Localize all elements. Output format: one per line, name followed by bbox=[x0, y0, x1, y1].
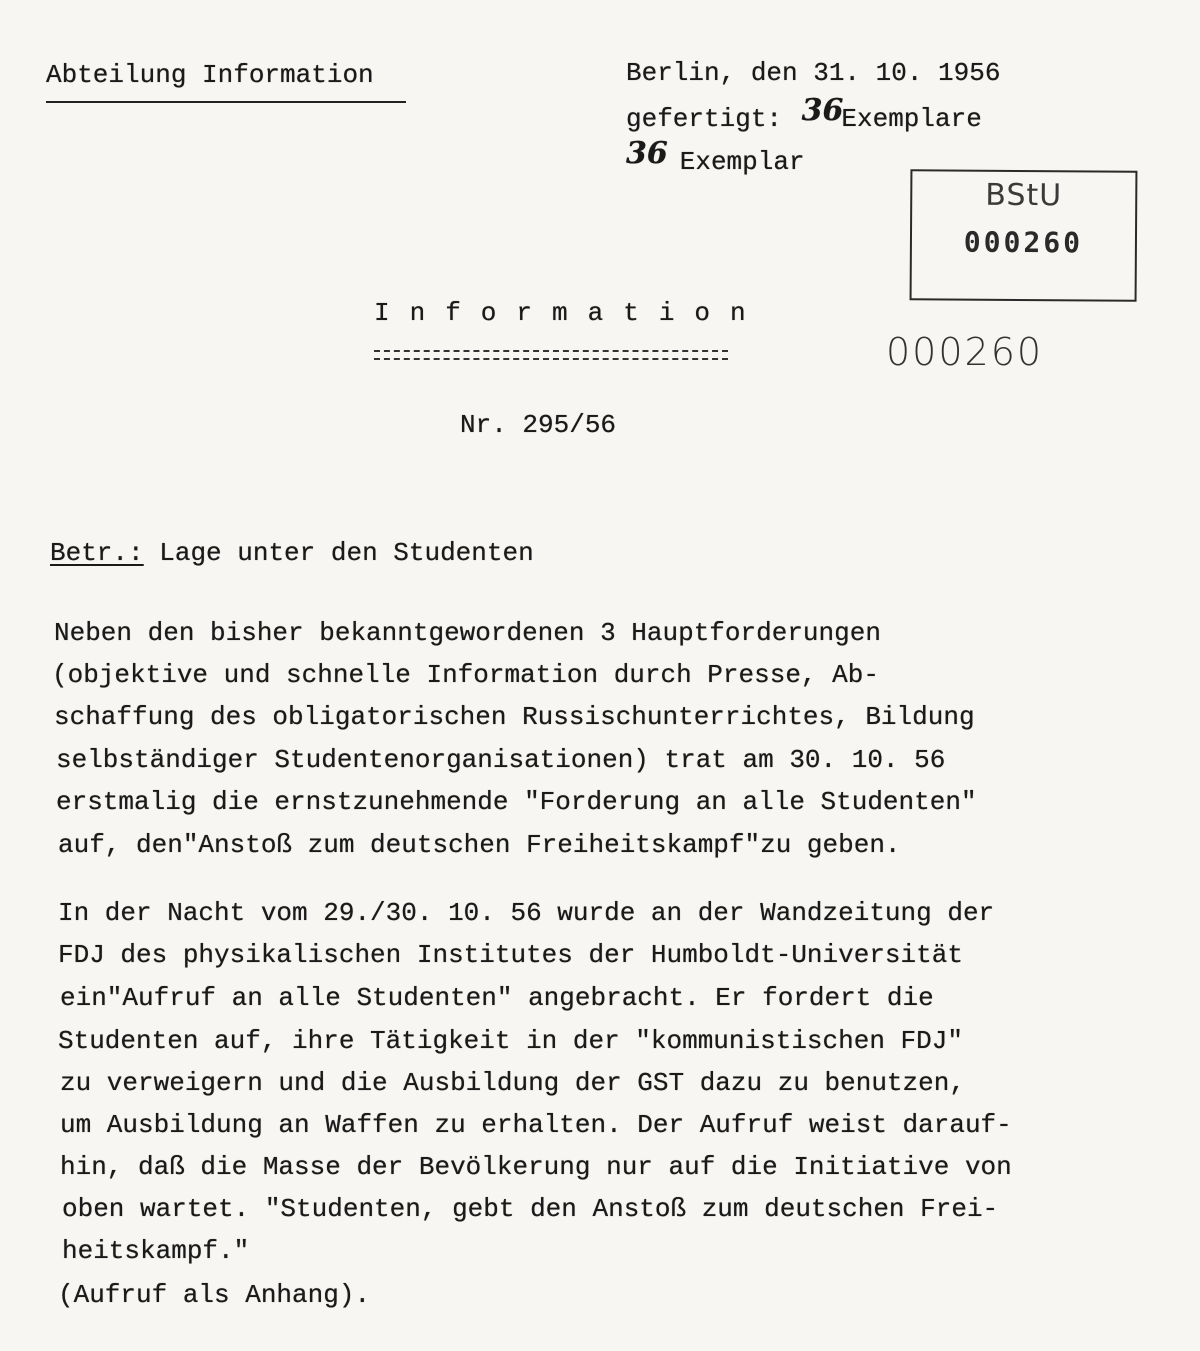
page-number-stamp: 000260 bbox=[886, 330, 1044, 374]
subject-text: Lage unter den Studenten bbox=[159, 538, 534, 568]
paragraph1-line: erstmalig die ernstzunehmende "Forderung an alle Studenten" bbox=[56, 787, 977, 817]
copy-number-line bbox=[626, 136, 805, 177]
copies-made-count: 36 bbox=[801, 93, 844, 128]
document-title: Information bbox=[374, 298, 766, 328]
department-heading: Abteilung Information bbox=[46, 60, 374, 90]
paragraph2-line: In der Nacht vom 29./30. 10. 56 wurde an der Wandzeitung der bbox=[58, 898, 995, 928]
paragraph2-line: oben wartet. "Studenten, gebt den Anstoß zum deutschen Frei- bbox=[62, 1194, 999, 1224]
archive-stamp-label: BStU bbox=[985, 177, 1063, 214]
paragraph2-line: zu verweigern und die Ausbildung der GST dazu zu benutzen, bbox=[60, 1068, 965, 1098]
copy-number-suffix: Exemplar bbox=[679, 147, 805, 177]
paragraph1-line: selbständiger Studentenorganisationen) trat am 30. 10. 56 bbox=[56, 745, 946, 775]
paragraph2-line: (Aufruf als Anhang). bbox=[58, 1280, 371, 1310]
title-double-rule bbox=[374, 350, 728, 360]
copy-number: 36 bbox=[626, 136, 668, 171]
paragraph1-line: Neben den bisher bekanntgewordenen 3 Hauptforderungen bbox=[54, 618, 881, 648]
paragraph1-line: auf, den"Anstoß zum deutschen Freiheitskampf"zu geben. bbox=[58, 830, 901, 860]
subject-line bbox=[50, 540, 534, 566]
archive-stamp-number: 000260 bbox=[963, 225, 1084, 260]
department-underline bbox=[46, 101, 406, 103]
paragraph2-line: ein"Aufruf an alle Studenten" angebracht. Er fordert die bbox=[60, 983, 934, 1013]
archive-stamp bbox=[910, 169, 1138, 302]
paragraph2-line: hin, daß die Masse der Bevölkerung nur auf die Initiative von bbox=[60, 1152, 1012, 1182]
copies-made-line bbox=[626, 93, 982, 134]
paragraph1-line: (objektive und schnelle Information durch Presse, Ab- bbox=[52, 660, 879, 690]
document-number: Nr. 295/56 bbox=[460, 410, 617, 440]
paragraph2-line: Studenten auf, ihre Tätigkeit in der "kommunistischen FDJ" bbox=[58, 1026, 963, 1056]
copies-made-suffix: Exemplare bbox=[841, 104, 982, 134]
paragraph2-line: FDJ des physikalischen Institutes der Humboldt-Universität bbox=[58, 940, 963, 970]
subject-label: Betr.: bbox=[50, 538, 144, 568]
paragraph1-line: schaffung des obligatorischen Russischunterrichtes, Bildung bbox=[54, 702, 975, 732]
copies-made-prefix: gefertigt: bbox=[626, 104, 798, 134]
paragraph2-line: um Ausbildung an Waffen zu erhalten. Der Aufruf weist darauf- bbox=[60, 1110, 1012, 1140]
date-line: Berlin, den 31. 10. 1956 bbox=[626, 58, 1001, 88]
paragraph2-line: heitskampf." bbox=[62, 1236, 250, 1266]
